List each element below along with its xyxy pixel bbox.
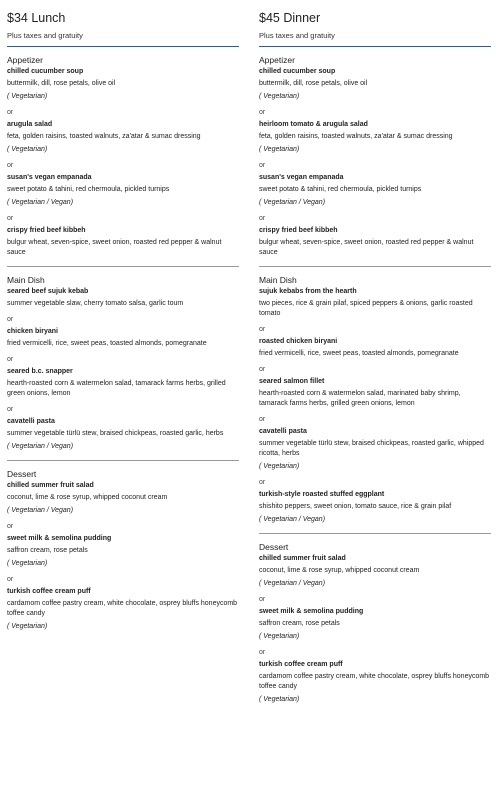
dish-description: two pieces, rice & grain pilaf, spiced peppers & onions, garlic roasted tomato [259,300,473,317]
or-separator: or [259,215,266,222]
or-separator: or [7,406,14,413]
dietary-tag: ( Vegetarian) [259,93,300,100]
dish-description: summer vegetable türlü stew, braised chickpeas, roasted garlic, whipped ricotta, herbs [259,440,484,457]
dish-name: susan's vegan empanada [7,174,92,181]
or-separator: or [259,366,266,373]
menu-section [259,275,491,534]
or-separator: or [259,479,266,486]
dinner-menu-column [259,10,491,705]
dish-name: turkish coffee cream puff [259,661,343,668]
menu-section [259,542,491,705]
or-separator: or [259,649,266,656]
menu-item [259,377,491,409]
menu-item [7,481,239,516]
dish-description: fried vermicelli, rice, sweet peas, toasted almonds, pomegranate [7,340,207,347]
dietary-tag: ( Vegetarian / Vegan) [7,507,74,514]
dish-description: bulgur wheat, seven-spice, sweet onion, roasted red pepper & walnut sauce [7,239,222,256]
dish-name: turkish-style roasted stuffed eggplant [259,491,385,498]
dietary-tag: ( Vegetarian) [259,696,300,703]
menu-item [259,427,491,472]
menu-section [7,55,239,267]
dish-description: cardamom coffee pastry cream, white chocolate, osprey bluffs honeycomb toffee candy [259,673,490,690]
menu-item [7,417,239,452]
or-separator: or [259,416,266,423]
dish-description: sweet potato & tahini, red chermoula, pickled turnips [259,186,422,193]
menu-item [7,226,239,258]
section-title: Dessert [259,542,289,552]
dish-name: seared salmon fillet [259,378,325,385]
dish-name: cavatelli pasta [7,418,55,425]
menu-section [7,275,239,461]
dietary-tag: ( Vegetarian / Vegan) [7,443,74,450]
dietary-tag: ( Vegetarian / Vegan) [259,580,326,587]
dish-name: chicken biryani [7,328,58,335]
dish-name: turkish coffee cream puff [7,588,91,595]
dish-list [259,554,491,705]
dish-name: chilled cucumber soup [7,68,84,75]
dietary-tag: ( Vegetarian / Vegan) [259,199,326,206]
dish-description: cardamom coffee pastry cream, white chocolate, osprey bluffs honeycomb toffee candy [7,600,238,617]
dish-list [7,481,239,632]
menu-subtitle: Plus taxes and gratuity [259,31,335,40]
or-separator: or [7,356,14,363]
or-separator: or [259,326,266,333]
dietary-tag: ( Vegetarian) [7,560,48,567]
or-separator: or [259,162,266,169]
dish-name: seared b.c. snapper [7,368,73,375]
header-divider [259,46,491,47]
dish-description: buttermilk, dill, rose petals, olive oil [259,80,368,87]
section-title: Dessert [7,469,37,479]
menu-item [259,287,491,319]
dish-description: saffron cream, rose petals [7,547,88,554]
menu-sections [7,55,239,632]
or-separator: or [7,109,14,116]
dish-description: saffron cream, rose petals [259,620,340,627]
section-title: Main Dish [7,275,45,285]
menu-item [259,660,491,705]
dietary-tag: ( Vegetarian) [259,633,300,640]
dish-name: chilled summer fruit salad [259,555,346,562]
section-title: Appetizer [259,55,295,65]
dish-description: feta, golden raisins, toasted walnuts, za'atar & sumac dressing [7,133,201,140]
header-divider [7,46,239,47]
dish-list [7,67,239,258]
dish-description: shishito peppers, sweet onion, tomato sauce, rice & grain pilaf [259,503,452,510]
section-divider [7,266,239,267]
dietary-tag: ( Vegetarian) [259,463,300,470]
dish-description: coconut, lime & rose syrup, whipped coconut cream [7,494,168,501]
menu-item [259,173,491,208]
dish-name: heirloom tomato & arugula salad [259,121,368,128]
or-separator: or [7,523,14,530]
menu-item [259,337,491,359]
menu-item [7,287,239,309]
section-divider [7,460,239,461]
menu-item [7,534,239,569]
section-title: Appetizer [7,55,43,65]
menu-item [7,67,239,102]
menu-item [259,554,491,589]
dish-list [259,287,491,525]
dish-name: sweet milk & semolina pudding [7,535,112,542]
dish-name: roasted chicken biryani [259,338,338,345]
menu-item [7,173,239,208]
or-separator: or [7,576,14,583]
dish-name: arugula salad [7,121,53,128]
dish-list [7,287,239,452]
menu-title: $34 Lunch [7,11,66,25]
dish-name: chilled cucumber soup [259,68,336,75]
dish-description: hearth-roasted corn & watermelon salad, marinated baby shrimp, tamarack farms herbs, grilled green onions, lemon [259,390,461,407]
dish-description: coconut, lime & rose syrup, whipped coconut cream [259,567,420,574]
or-separator: or [259,109,266,116]
menu-item [259,490,491,525]
menu-item [7,327,239,349]
dish-description: hearth-roasted corn & watermelon salad, tamarack farms herbs, grilled green onions, lemon [7,380,226,397]
dish-description: buttermilk, dill, rose petals, olive oil [7,80,116,87]
dish-description: feta, golden raisins, toasted walnuts, za'atar & sumac dressing [259,133,453,140]
dietary-tag: ( Vegetarian) [7,93,48,100]
menu-item [7,587,239,632]
menu-sections [259,55,491,705]
or-separator: or [7,316,14,323]
dish-name: crispy fried beef kibbeh [259,227,338,234]
dish-name: sweet milk & semolina pudding [259,608,364,615]
dietary-tag: ( Vegetarian / Vegan) [7,199,74,206]
dish-name: sujuk kebabs from the hearth [259,288,357,295]
section-divider [259,266,491,267]
menu-section [7,469,239,632]
menu-item [259,67,491,102]
dish-description: summer vegetable türlü stew, braised chickpeas, roasted garlic, herbs [7,430,224,437]
menu-item [259,226,491,258]
or-separator: or [259,596,266,603]
menu-item [7,367,239,399]
menu-section [259,55,491,267]
dish-list [259,67,491,258]
dish-name: cavatelli pasta [259,428,307,435]
section-title: Main Dish [259,275,297,285]
dish-description: fried vermicelli, rice, sweet peas, toasted almonds, pomegranate [259,350,459,357]
menu-item [259,607,491,642]
or-separator: or [7,162,14,169]
dietary-tag: ( Vegetarian) [7,623,48,630]
dish-name: crispy fried beef kibbeh [7,227,86,234]
menu-title: $45 Dinner [259,11,321,25]
menu-item [259,120,491,155]
dish-description: bulgur wheat, seven-spice, sweet onion, roasted red pepper & walnut sauce [259,239,474,256]
menu-item [7,120,239,155]
lunch-menu-column [7,10,239,632]
or-separator: or [7,215,14,222]
dietary-tag: ( Vegetarian / Vegan) [259,516,326,523]
dietary-tag: ( Vegetarian) [7,146,48,153]
dish-description: summer vegetable slaw, cherry tomato salsa, garlic toum [7,300,184,307]
dish-description: sweet potato & tahini, red chermoula, pickled turnips [7,186,170,193]
dish-name: chilled summer fruit salad [7,482,94,489]
section-divider [259,533,491,534]
menu-subtitle: Plus taxes and gratuity [7,31,83,40]
dietary-tag: ( Vegetarian) [259,146,300,153]
dish-name: susan's vegan empanada [259,174,344,181]
dish-name: seared beef sujuk kebab [7,288,89,295]
